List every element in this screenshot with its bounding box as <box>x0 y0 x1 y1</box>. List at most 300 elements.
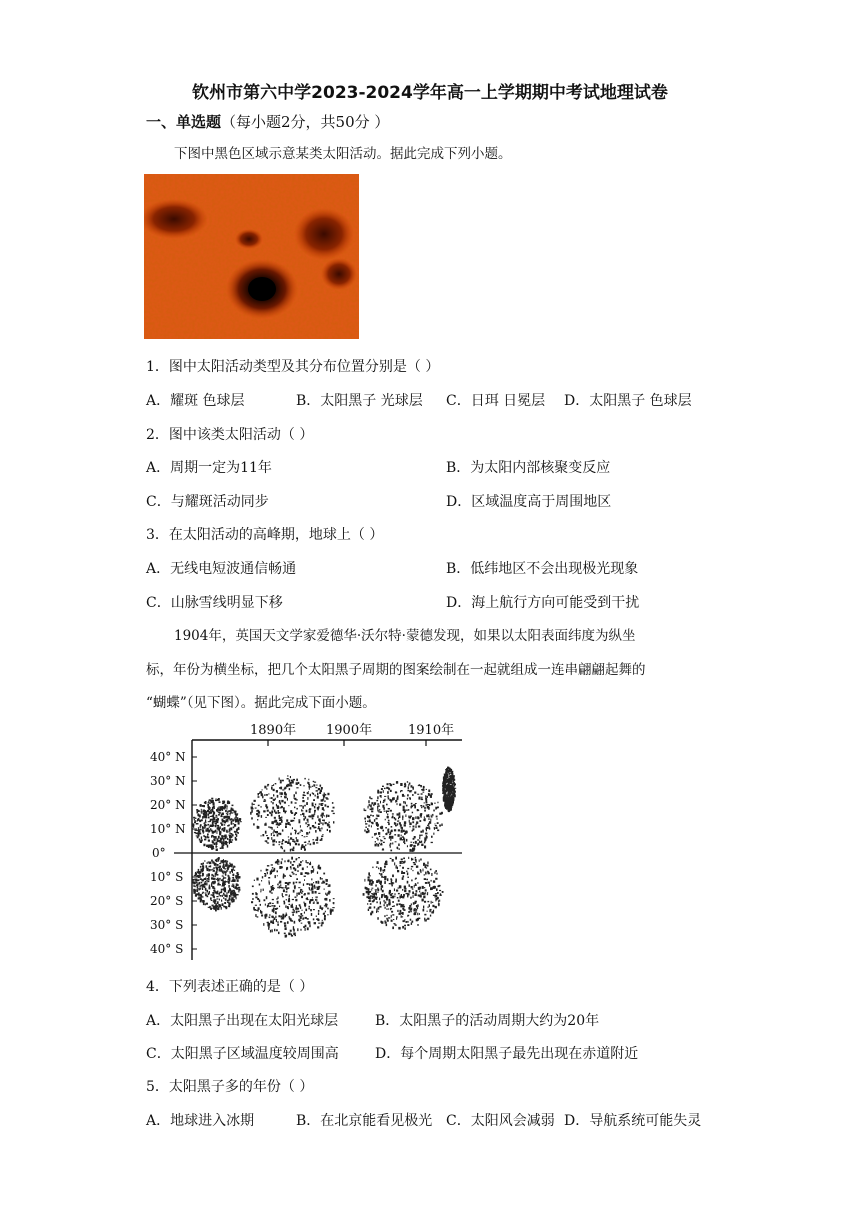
sunspot-dot <box>376 838 378 839</box>
sunspot-dot <box>210 825 212 827</box>
sunspot-dot <box>197 836 199 838</box>
q1-option-c[interactable]: C．日珥 日冕层 <box>446 393 546 409</box>
sunspot-dot <box>193 885 194 887</box>
sunspot-dot <box>383 802 385 803</box>
sunspot-dot <box>216 870 217 872</box>
sunspot-dot <box>407 798 408 800</box>
sunspot-dot <box>309 841 310 842</box>
sunspot-dot <box>214 808 215 809</box>
sunspot-dot <box>410 919 412 921</box>
sunspot-dot <box>296 858 298 859</box>
question-3: 3．在太阳活动的高峰期，地球上（ ） <box>146 527 384 543</box>
q3-option-d[interactable]: D．海上航行方向可能受到干扰 <box>446 595 640 611</box>
q4-option-a[interactable]: A．太阳黑子出现在太阳光球层 <box>146 1013 339 1029</box>
sunspot-dot <box>303 794 305 796</box>
sunspot-dot <box>225 861 227 863</box>
sunspot-dot <box>302 915 303 917</box>
q4-option-b[interactable]: B．太阳黑子的活动周期大约为20年 <box>375 1013 600 1029</box>
q5-option-c[interactable]: C．太阳风会减弱 <box>446 1113 555 1129</box>
sunspot-dot <box>229 904 231 907</box>
sunspot-dot <box>199 839 200 841</box>
q1-option-d[interactable]: D．太阳黑子 色球层 <box>564 393 692 409</box>
sunspot-dot <box>274 810 276 813</box>
sunspot-dot <box>313 842 315 845</box>
question-5: 5．太阳黑子多的年份（ ） <box>146 1079 314 1095</box>
sunspot-dot <box>293 847 295 850</box>
sunspot-dot <box>287 882 289 885</box>
sunspot-dot <box>312 890 314 892</box>
sunspot-dot <box>254 880 255 881</box>
latitude-label: 40° N <box>150 750 186 764</box>
sunspot-dot <box>309 832 310 834</box>
sunspot-dot <box>315 822 316 824</box>
sunspot-dot <box>225 899 227 901</box>
sunspot-dot <box>212 800 214 803</box>
sunspot-dot <box>410 844 412 846</box>
sunspot-dot <box>386 804 388 806</box>
sunspot-dot <box>302 860 303 861</box>
sunspot-dot <box>292 914 294 916</box>
sunspot-dot <box>442 783 444 785</box>
sunspot-dot <box>198 869 200 871</box>
sunspot-dot <box>286 785 288 787</box>
sunspot-dot <box>402 889 403 891</box>
sunspot-dot <box>325 822 327 824</box>
sunspot-dot <box>236 834 237 837</box>
sunspot-dot <box>290 810 292 813</box>
sunspot-dot <box>305 917 307 919</box>
sunspot-dot <box>376 814 377 816</box>
sunspot-dot <box>206 865 208 868</box>
sunspot-dot <box>221 907 222 910</box>
sunspot-dot <box>223 830 225 832</box>
sunspot-dot <box>216 864 218 866</box>
sunspot-dot <box>383 790 384 793</box>
sunspot-dot <box>302 813 304 815</box>
sunspot-dot <box>258 909 259 912</box>
sunspot-dot <box>194 822 196 823</box>
sunspot-dot <box>436 816 438 818</box>
sunspot-dot <box>384 920 385 922</box>
sunspot-dot <box>301 923 303 924</box>
sunspot-dot <box>401 894 402 897</box>
sunspot-dot <box>436 888 438 891</box>
sunspot-dot <box>421 841 422 843</box>
sunspot-dot <box>386 811 388 813</box>
intro-text-2-line-3: “蝴蝶”（见下图）。据此完成下面小题。 <box>146 695 376 711</box>
sunspot-dot <box>210 810 211 812</box>
sunspot-dot <box>296 893 298 894</box>
sunspot-dot <box>210 869 212 870</box>
sunspot-dot <box>399 885 401 888</box>
sunspot-dot <box>232 866 234 867</box>
sunspot-dot <box>216 868 218 870</box>
sunspot-dot <box>368 800 369 803</box>
sunspot-dot <box>330 909 332 910</box>
sunspot-dot <box>435 870 437 872</box>
sunspot-dot <box>286 913 287 915</box>
sunspot-dot <box>294 794 296 797</box>
sunspot-dot <box>392 813 394 814</box>
sunspot-dot <box>307 843 308 844</box>
sunspot-dot <box>295 802 297 803</box>
sunspot-dot <box>437 892 439 894</box>
sunspot-dot <box>293 929 295 930</box>
sunspot-dot <box>251 817 253 819</box>
q5-option-a[interactable]: A．地球进入冰期 <box>146 1113 255 1129</box>
sunspot-dot <box>422 892 424 895</box>
question-4: 4．下列表述正确的是（ ） <box>146 979 314 995</box>
sunspot-dot <box>294 921 296 924</box>
sunspot-dot <box>420 895 422 897</box>
sunspot-dot <box>382 848 384 850</box>
sunspot-dot <box>417 907 418 909</box>
sunspot-dot <box>383 872 384 873</box>
sunspot-dot <box>222 802 224 804</box>
sunspot-dot <box>293 926 294 929</box>
sunspot-dot <box>422 899 424 902</box>
sunspot-dot <box>448 783 450 786</box>
sunspot-dot <box>262 834 264 836</box>
sunspot-dot <box>302 806 304 807</box>
sunspot-dot <box>305 909 307 912</box>
sunspot-dot <box>207 878 209 880</box>
sunspot-dot <box>417 794 419 795</box>
sunspot-dot <box>284 922 286 924</box>
sunspot-dot <box>311 913 312 916</box>
sunspot-dot <box>447 795 449 798</box>
sunspot-dot <box>259 900 261 903</box>
sunspot-dot <box>439 900 440 902</box>
sunspot-dot <box>282 896 284 897</box>
sunspot-dot <box>234 824 236 827</box>
sunspot-dot <box>414 864 416 866</box>
q3-option-c[interactable]: C．山脉雪线明显下移 <box>146 595 283 611</box>
sunspot-dot <box>271 916 273 918</box>
year-label-1900: 1900年 <box>326 723 373 738</box>
sunspot-dot <box>312 817 314 819</box>
sunspot-dot <box>282 789 284 790</box>
sunspot-dot <box>291 935 293 937</box>
sunspot-dot <box>399 804 401 806</box>
sunspot-dot <box>322 834 323 835</box>
sunspot-dot <box>229 813 231 814</box>
sunspot-dot <box>307 872 309 874</box>
sunspot-dot <box>376 893 377 896</box>
sunspot-dot <box>434 827 435 829</box>
sunspot-dot <box>332 802 334 804</box>
sunspot-dot <box>304 846 306 849</box>
sunspot-dot <box>287 798 288 801</box>
sunspot-dot <box>295 897 297 898</box>
sunspot-dot <box>312 887 313 890</box>
sunspot-dot <box>200 831 201 832</box>
sunspot-dot <box>445 783 446 786</box>
sunspot-dot <box>323 795 325 798</box>
sunspot-dot <box>213 875 214 878</box>
q4-option-c[interactable]: C．太阳黑子区域温度较周围高 <box>146 1046 339 1062</box>
sunspot-dot <box>285 797 286 799</box>
sunspot-dot <box>294 841 296 843</box>
sunspot-dot <box>408 809 409 811</box>
sunspot-dot <box>419 913 420 915</box>
q1-option-a[interactable]: A．耀斑 色球层 <box>146 393 245 409</box>
sunspot-dot <box>225 816 227 818</box>
sunspot-dot <box>364 830 365 832</box>
sunspot-dot <box>322 920 323 921</box>
sunspot-dot <box>401 916 403 917</box>
sunspot-dot <box>198 818 199 821</box>
sunspot-dot <box>384 915 385 917</box>
sunspot-dot <box>325 898 327 901</box>
sunspot-dot <box>328 822 330 823</box>
sunspot-dot <box>229 828 231 829</box>
sunspot-dot <box>326 815 328 818</box>
q3-option-a[interactable]: A．无线电短波通信畅通 <box>146 561 297 577</box>
sunspot-dot <box>377 839 379 840</box>
sunspot-dot <box>401 904 403 907</box>
sunspot-dot <box>324 801 326 802</box>
sunspot-dot <box>256 893 258 895</box>
sunspot-dot <box>437 822 439 824</box>
sunspot-dot <box>271 833 272 836</box>
sunspot-dot <box>412 850 414 852</box>
sunspot-dot <box>266 835 268 836</box>
sunspot-dot <box>295 899 297 901</box>
sunspot-dot <box>377 888 378 890</box>
sunspot-dot <box>229 833 230 835</box>
sunspot-dot <box>238 832 239 834</box>
sunspot-dot <box>415 901 417 903</box>
sunspot-dot <box>419 835 421 837</box>
sunspot-dot <box>217 901 219 904</box>
sunspot-dot <box>222 895 223 897</box>
sunspot-dot <box>395 791 397 793</box>
sunspot-dot <box>329 899 331 902</box>
sunspot-dot <box>446 781 447 783</box>
sunspot-dot <box>294 888 296 889</box>
sunspot-dot <box>423 819 425 821</box>
sunspot-dot <box>269 914 270 916</box>
sunspot-dot <box>271 801 272 802</box>
sunspot-dot <box>313 902 315 904</box>
sunspot-dot <box>402 794 404 797</box>
sunspot-dot <box>415 859 417 861</box>
sunspot-dot <box>376 880 378 883</box>
sunspot-dot <box>381 788 383 790</box>
sunspot-dot <box>209 907 210 909</box>
sunspot-dot <box>203 812 205 815</box>
sunspot-dot <box>385 819 386 821</box>
sunspot-dot <box>424 810 426 812</box>
sunspot-dot <box>222 903 224 906</box>
sunspot-dot <box>255 905 257 906</box>
sunspot-dot <box>252 898 254 900</box>
sunspot-dot <box>288 907 289 909</box>
sunspot-dot <box>363 893 365 896</box>
sunspot-dot <box>431 873 432 876</box>
sunspot-dot <box>428 871 430 874</box>
sunspot-dot <box>263 889 264 891</box>
sunspot-dot <box>274 817 276 819</box>
sunspot-dot <box>213 890 215 892</box>
q5-option-d[interactable]: D．导航系统可能失灵 <box>564 1113 702 1129</box>
sunspot-dot <box>413 902 415 905</box>
sunspot-dot <box>450 779 451 782</box>
sunspot-dot <box>208 802 210 803</box>
sunspot-dot <box>297 870 299 872</box>
sunspot-dot <box>365 823 367 824</box>
sunspot-dot <box>288 933 290 936</box>
sunspot-dot <box>388 808 390 809</box>
sunspot-dot <box>328 815 330 817</box>
sunspot-dot <box>316 887 318 888</box>
sunspot-dot <box>200 824 202 826</box>
sunspot-dot <box>396 904 398 906</box>
sunspot-dot <box>232 880 234 882</box>
q2-option-c[interactable]: C．与耀斑活动同步 <box>146 494 269 510</box>
sunspot-dot <box>391 836 393 839</box>
sunspot-dot <box>398 927 400 930</box>
sunspot-dot <box>286 819 288 821</box>
sunspot-dot <box>287 778 289 779</box>
sunspot-dot <box>446 799 448 800</box>
sunspot-dot <box>217 879 219 882</box>
sunspot-dot <box>420 859 422 861</box>
sunspot-dot <box>234 870 236 871</box>
sunspot-dot <box>273 830 274 833</box>
sunspot-dot <box>317 837 319 840</box>
q2-option-b[interactable]: B．为太阳内部核聚变反应 <box>446 460 611 476</box>
sunspot-dot <box>431 887 432 890</box>
sunspot-dot <box>253 804 255 805</box>
sunspot-dot <box>303 785 304 786</box>
sunspot-dot <box>390 850 392 852</box>
sunspot-dot <box>418 843 420 846</box>
sunspot-dot <box>277 924 279 926</box>
sunspot-dot <box>376 833 377 835</box>
sunspot-dot <box>392 798 394 801</box>
sunspot-dot <box>325 911 326 913</box>
sunspot-dot <box>390 878 392 880</box>
sunspot-dot <box>388 829 390 831</box>
sunspot-dot <box>252 803 253 806</box>
sunspot-dot <box>307 826 308 827</box>
sunspot-dot <box>279 787 281 789</box>
sunspot-dot <box>300 913 302 916</box>
sunspot-dot <box>219 831 220 834</box>
sunspot-dot <box>304 879 305 881</box>
sunspot-dot <box>303 918 305 920</box>
sunspot-dot <box>256 910 258 911</box>
q3-option-b[interactable]: B．低纬地区不会出现极光现象 <box>446 561 639 577</box>
sunspot-dot <box>380 795 381 797</box>
sunspot-dot <box>271 864 273 865</box>
sunspot-dot <box>213 894 214 895</box>
sunspot-dot <box>265 840 266 841</box>
sunspot-dot <box>271 871 273 872</box>
sunspot-dot <box>312 897 313 898</box>
sunspot-dot <box>265 916 267 918</box>
sunspot-dot <box>208 816 210 818</box>
sunspot-dot <box>392 842 393 844</box>
sunspot-dot <box>387 920 389 922</box>
sunspot-dot <box>201 863 202 865</box>
sunspot-dot <box>210 830 212 832</box>
sunspot-dot <box>217 825 219 827</box>
sunspot-dot <box>375 885 377 887</box>
sunspot-dot <box>452 786 454 789</box>
sunspot-dot <box>216 905 218 906</box>
sunspot-dot <box>393 919 394 920</box>
sunspot-dot <box>391 920 393 922</box>
sunspot-dot <box>395 800 396 803</box>
sunspot-dot <box>427 796 429 798</box>
q1-option-b[interactable]: B．太阳黑子 光球层 <box>296 393 423 409</box>
sunspot-dot <box>370 895 372 897</box>
q2-option-d[interactable]: D．区域温度高于周围地区 <box>446 494 612 510</box>
sunspot-dot <box>216 843 218 845</box>
q2-option-a[interactable]: A．周期一定为11年 <box>146 460 272 476</box>
sunspot-dot <box>399 865 401 866</box>
sunspot-dot <box>321 813 323 815</box>
sunspot-dot <box>277 901 279 904</box>
sunspot-dot <box>296 839 297 840</box>
sunspot-dot <box>271 929 272 932</box>
sunspot-dot <box>289 896 290 898</box>
q5-option-b[interactable]: B．在北京能看见极光 <box>296 1113 433 1129</box>
sunspot-dot <box>412 870 413 871</box>
sunspot-dot <box>254 800 256 802</box>
sunspot-dot <box>208 821 209 822</box>
sunspot-dot <box>324 889 325 890</box>
sunspot-dot <box>298 782 300 784</box>
sunspot-dot <box>223 897 224 899</box>
sunspot-dot <box>276 929 278 931</box>
sunspot-dot <box>198 834 200 837</box>
sunspot-dot <box>203 832 204 834</box>
sunspot-dot <box>379 836 380 837</box>
sunspot-dot <box>216 903 217 905</box>
sunspot-dot <box>424 918 425 921</box>
sunspot-dot <box>399 903 401 905</box>
sunspot-dot <box>194 820 196 822</box>
sunspot-dot <box>380 869 381 872</box>
section-heading <box>146 111 389 132</box>
sunspot-dot <box>319 828 321 831</box>
sunspot-dot <box>298 819 300 821</box>
sunspot-dot <box>414 885 415 888</box>
sunspot-dot <box>233 900 235 902</box>
sunspot-dot <box>368 872 370 875</box>
sunspot-dot <box>399 822 401 824</box>
sunspot-dot <box>389 902 391 905</box>
sunspot-dot <box>412 859 414 861</box>
sunspot-dot <box>365 887 367 889</box>
sunspot-dot <box>438 885 440 887</box>
sunspot-dot <box>381 876 383 878</box>
sunspot-dot <box>318 923 320 924</box>
q4-option-d[interactable]: D．每个周期太阳黑子最先出现在赤道附近 <box>375 1046 639 1062</box>
sunspot-dot <box>389 844 390 846</box>
sunspot-dot <box>276 790 278 793</box>
sunspot-dot <box>199 805 200 806</box>
sunspot-dot <box>233 874 234 877</box>
sunspot-dot <box>291 857 293 860</box>
sunspot-dot <box>401 871 403 874</box>
sunspot-dot <box>309 887 310 889</box>
sunspot-dot <box>226 894 228 897</box>
